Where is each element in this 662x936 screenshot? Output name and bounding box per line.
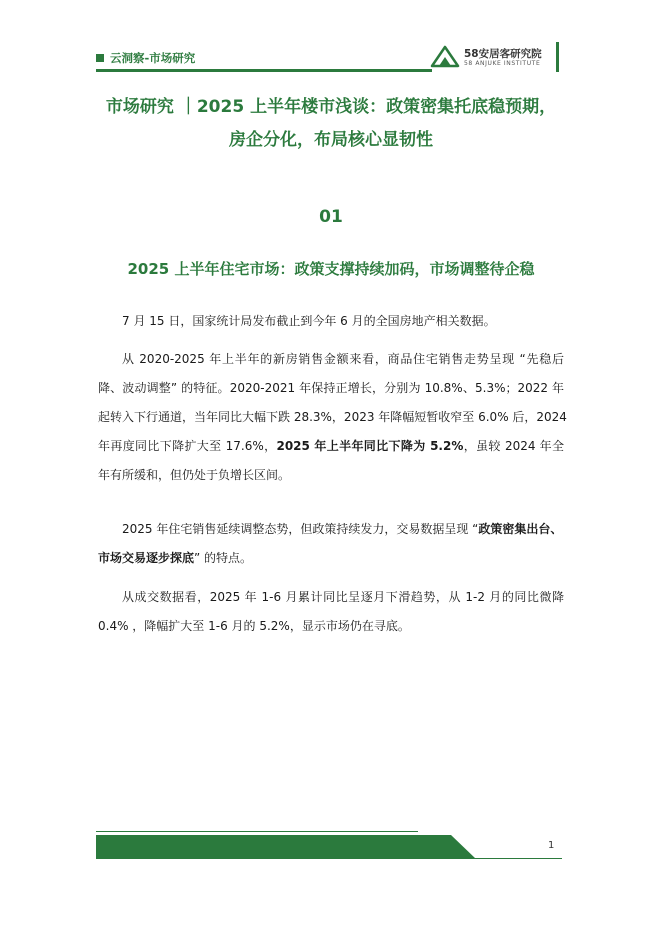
paragraph-line: 0.4% ，降幅扩大至 1-6 月的 5.2%，显示市场仍在寻底。 — [98, 619, 410, 633]
paragraph-line: 2025 年住宅销售延续调整态势，但政策持续发力，交易数据呈现 “政策密集出台、 — [122, 522, 563, 536]
paragraph-line: 从 2020-2025 年上半年的新房销售金额来看，商品住宅销售走势呈现 “先稳后 — [122, 352, 564, 366]
report-title-line-1: 市场研究 ｜2025 上半年楼市浅谈：政策密集托底稳预期， — [105, 97, 557, 117]
institute-logo — [430, 42, 570, 72]
paragraph-2 — [98, 345, 567, 490]
square-bullet-icon — [96, 54, 104, 62]
paragraph-3 — [98, 515, 564, 573]
paragraph-line: 7 月 15 日，国家统计局发布截止到今年 6 月的全国房地产相关数据。 — [122, 314, 496, 328]
house-logo-icon — [430, 44, 460, 68]
paragraph-line: 年再度同比下降扩大至 17.6%，2025 年上半年同比下降为 5.2%，虽较 2024 年全 — [98, 439, 564, 453]
bold-highlight: 政策密集出台、 — [478, 522, 563, 536]
paragraph-line: 起转入下行通道，当年同比大幅下跌 28.3%，2023 年降幅短暂收窄至 6.0% 后，2024 — [98, 410, 567, 424]
paragraph-1 — [98, 307, 564, 336]
header-vertical-bar — [556, 42, 559, 72]
header-rule — [96, 69, 432, 72]
paragraph-line: 降、波动调整” 的特征。2020-2021 年保持正增长，分别为 10.8%、5.3%；2022 年 — [98, 381, 564, 395]
footer-rule — [96, 831, 418, 832]
logo-name: 58安居客研究院 — [464, 48, 542, 60]
footer-band — [96, 835, 562, 859]
bold-highlight: 市场交易逐步探底 — [98, 551, 195, 565]
report-title-line-2: 房企分化，布局核心显韧性 — [229, 130, 433, 150]
section-heading: 2025 上半年住宅市场：政策支撑持续加码，市场调整待企稳 — [127, 260, 535, 278]
header-section-label: 云洞察-市场研究 — [96, 50, 195, 66]
paragraph-line: 年有所缓和，但仍处于负增长区间。 — [98, 468, 291, 482]
logo-subtitle: 58 ANJUKE INSTITUTE — [464, 60, 541, 67]
page-number: 1 — [548, 840, 555, 851]
paragraph-4 — [98, 583, 564, 641]
section-number: 01 — [319, 207, 343, 227]
bold-highlight: 2025 年上半年同比下降为 5.2% — [276, 439, 464, 453]
paragraph-line: 市场交易逐步探底” 的特点。 — [98, 551, 253, 565]
paragraph-line: 从成交数据看，2025 年 1-6 月累计同比呈逐月下滑趋势，从 1-2 月的同比微降 — [122, 590, 564, 604]
